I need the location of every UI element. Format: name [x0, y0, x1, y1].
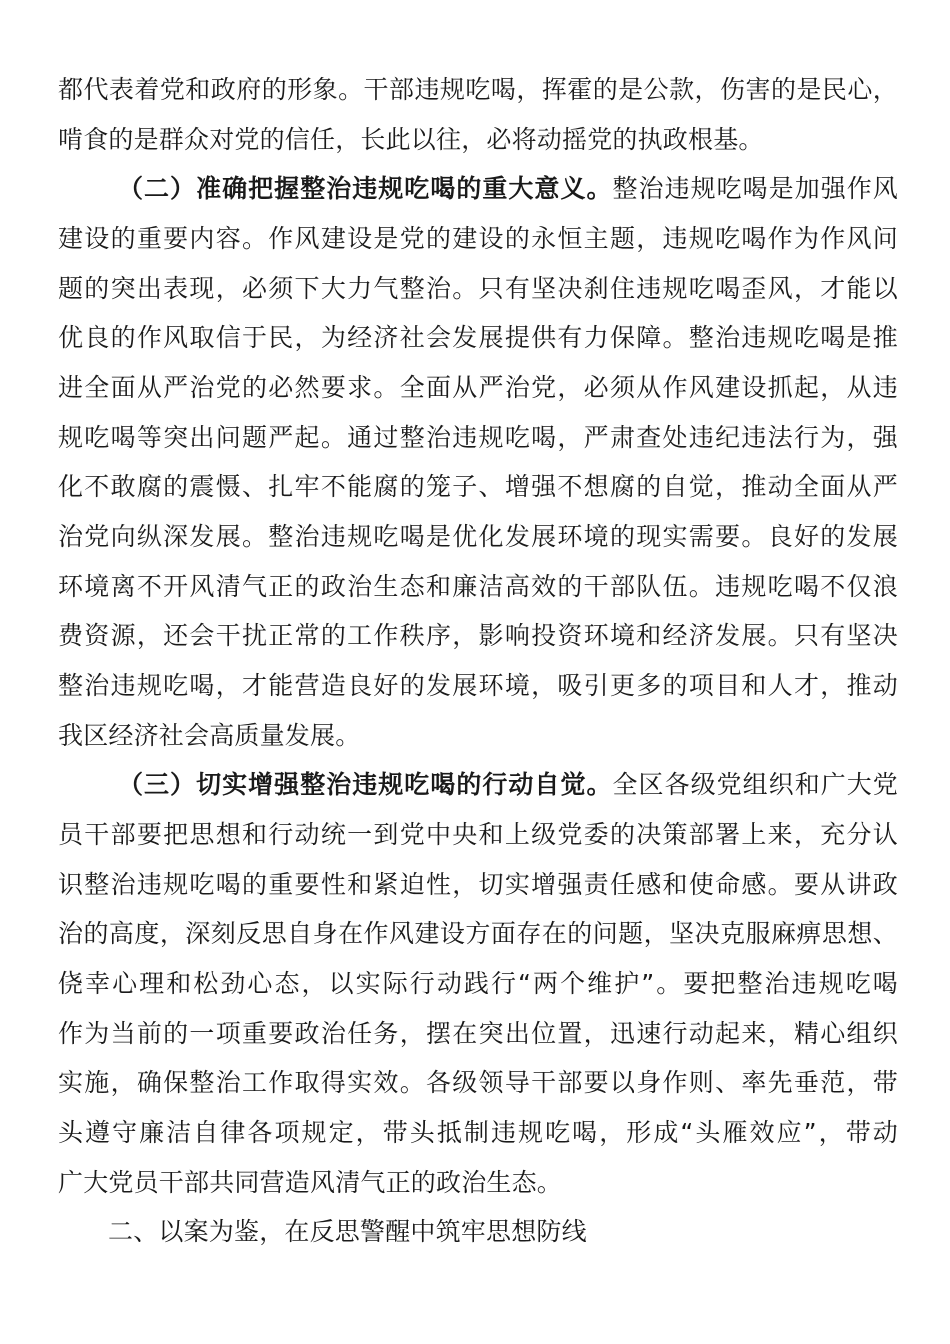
text-line-2: 啃食的是群众对党的信任，长此以往，必将动摇党的执政根基。 — [58, 125, 764, 154]
text-line-23: 广大党员干部共同营造风清气正的政治生态。 — [58, 1168, 563, 1197]
text-line-16: 员干部要把思想和行动统一到党中央和上级党委的决策部署上来，充分认 — [58, 820, 898, 849]
paragraph-2-first-line-rest: 整治违规吃喝是加强作风 — [612, 174, 898, 203]
paragraph-2-first-line — [118, 173, 898, 205]
text-line-9: 化不敢腐的震慑、扎牢不能腐的笼子、增强不想腐的自觉，推动全面从严 — [58, 472, 898, 501]
text-line-7: 进全面从严治党的必然要求。全面从严治党，必须从作风建设抓起，从违 — [58, 373, 898, 402]
text-line-11: 环境离不开风清气正的政治生态和廉洁高效的干部队伍。违规吃喝不仅浪 — [58, 572, 898, 601]
text-line-6: 优良的作风取信于民，为经济社会发展提供有力保障。整治违规吃喝是推 — [58, 323, 898, 352]
text-line-1: 都代表着党和政府的形象。干部违规吃喝，挥霍的是公款，伤害的是民心， — [58, 75, 898, 104]
paragraph-3-first-line — [118, 769, 898, 801]
text-line-5: 题的突出表现，必须下大力气整治。只有坚决刹住违规吃喝歪风，才能以 — [58, 274, 898, 303]
text-line-12: 费资源，还会干扰正常的工作秩序，影响投资环境和经济发展。只有坚决 — [58, 621, 898, 650]
text-line-10: 治党向纵深发展。整治违规吃喝是优化发展环境的现实需要。良好的发展 — [58, 522, 898, 551]
text-line-20: 作为当前的一项重要政治任务，摆在突出位置，迅速行动起来，精心组织 — [58, 1019, 898, 1048]
text-line-19: 侥幸心理和松劲心态，以实际行动践行“两个维护”。要把整治违规吃喝 — [58, 969, 898, 998]
text-line-8: 规吃喝等突出问题严起。通过整治违规吃喝，严肃查处违纪违法行为，强 — [58, 423, 898, 452]
paragraph-3-heading: （三）切实增强整治违规吃喝的行动自觉。 — [118, 770, 613, 799]
text-line-13: 整治违规吃喝，才能营造良好的发展环境，吸引更多的项目和人才，推动 — [58, 671, 898, 700]
paragraph-2-heading: （二）准确把握整治违规吃喝的重大意义。 — [118, 174, 613, 203]
text-line-14: 我区经济社会高质量发展。 — [58, 721, 361, 750]
text-line-22: 头遵守廉洁自律各项规定，带头抵制违规吃喝，形成“头雁效应”，带动 — [58, 1118, 898, 1147]
text-line-4: 建设的重要内容。作风建设是党的建设的永恒主题，违规吃喝作为作风问 — [58, 224, 898, 253]
section-title: 二、以案为鉴，在反思警醒中筑牢思想防线 — [108, 1217, 587, 1246]
text-line-17: 识整治违规吃喝的重要性和紧迫性，切实增强责任感和使命感。要从讲政 — [58, 870, 898, 899]
text-line-21: 实施，确保整治工作取得实效。各级领导干部要以身作则、率先垂范，带 — [58, 1068, 898, 1097]
text-line-18: 治的高度，深刻反思自身在作风建设方面存在的问题，坚决克服麻痹思想、 — [58, 919, 898, 948]
paragraph-3-first-line-rest: 全区各级党组织和广大党 — [612, 770, 898, 799]
